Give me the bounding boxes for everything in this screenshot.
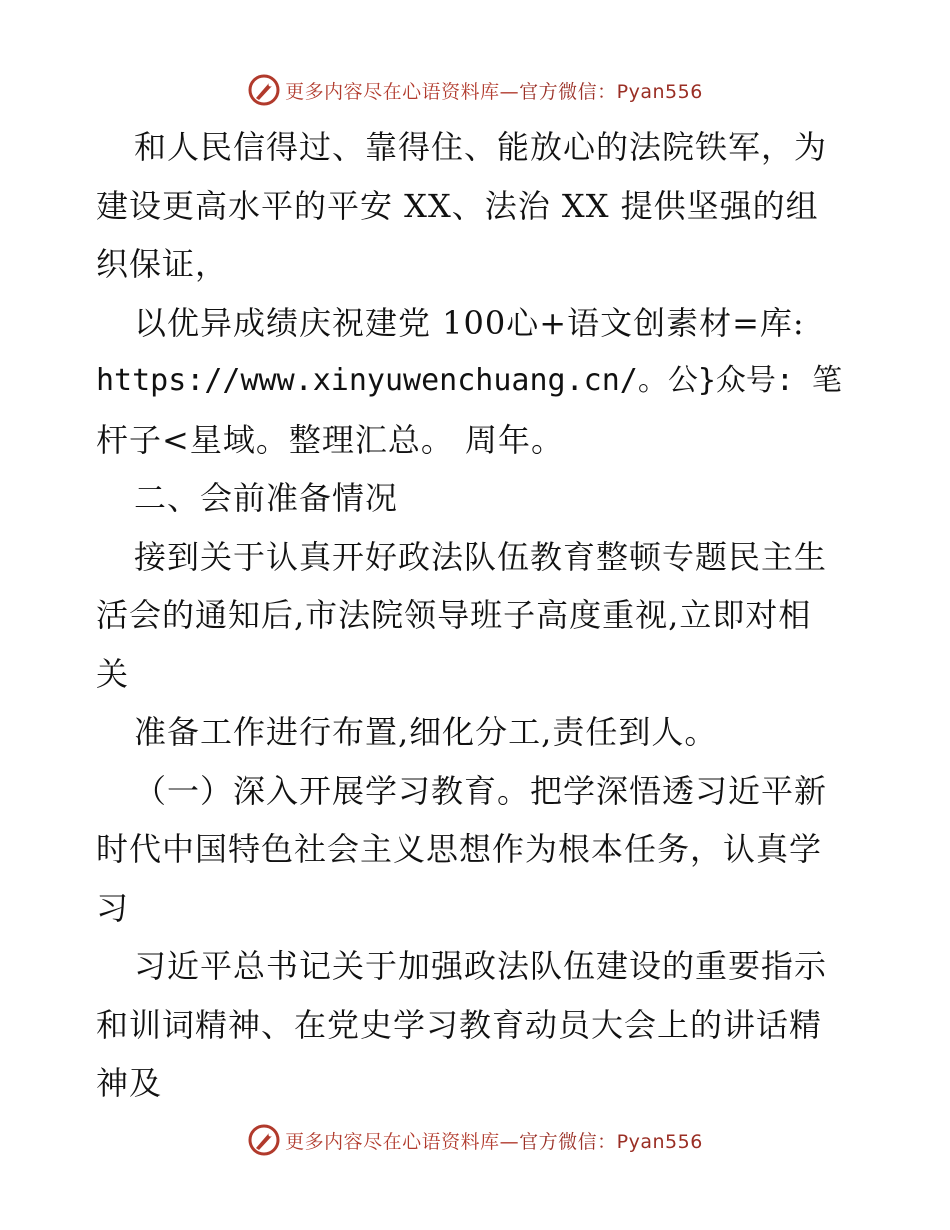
pen-nib-seal-icon — [247, 73, 281, 107]
footer-banner — [0, 1120, 950, 1160]
banner-library-text: 更多内容尽在心语资料库— — [285, 80, 520, 103]
header-banner — [0, 70, 950, 110]
banner-library-text: 更多内容尽在心语资料库— — [285, 1130, 520, 1153]
banner-text — [285, 1127, 703, 1154]
text-line: 接到关于认真开好政法队伍教育整顿专题民主生 — [134, 537, 828, 576]
banner-wechat-text: 官方微信：Pyan556 — [519, 1130, 703, 1153]
text-line: https://www.xinyuwenchuang.cn/。公}众号: 笔 — [96, 363, 843, 398]
banner-text — [285, 77, 703, 104]
text-line: 习近平总书记关于加强政法队伍建设的重要指示 — [134, 947, 828, 985]
text-line: 时代中国特色社会主义思想作为根本任务，认真学 — [96, 830, 823, 868]
pen-nib-seal-icon — [247, 1123, 281, 1157]
text-line: 建设更高水平的平安 XX、法治 XX 提供坚强的组 — [96, 186, 819, 225]
text-line: 和人民信得过、靠得住、能放心的法院铁军，为 — [134, 128, 828, 166]
text-line: 习 — [96, 888, 130, 927]
text-line: 杆子<星域。整理汇总。 周年。 — [96, 420, 564, 459]
text-line: 织保证， — [96, 245, 229, 283]
text-line: （一）深入开展学习教育。把学深悟透习近平新 — [134, 771, 828, 810]
section-heading: 二、会前准备情况 — [134, 479, 399, 517]
text-line: 和训词精神、在党史学习教育动员大会上的讲话精 — [96, 1005, 823, 1044]
text-line: 活会的通知后,市法院领导班子高度重视,立即对相 — [96, 596, 812, 634]
text-line: 神及 — [96, 1064, 163, 1102]
banner-wechat-text: 官方微信：Pyan556 — [519, 80, 703, 103]
text-line: 关 — [96, 654, 130, 693]
document-body — [96, 118, 856, 1113]
text-line: 以优异成绩庆祝建党 100心+语文创素材=库: — [134, 303, 805, 342]
text-line: 准备工作进行布置,细化分工,责任到人。 — [134, 713, 718, 751]
